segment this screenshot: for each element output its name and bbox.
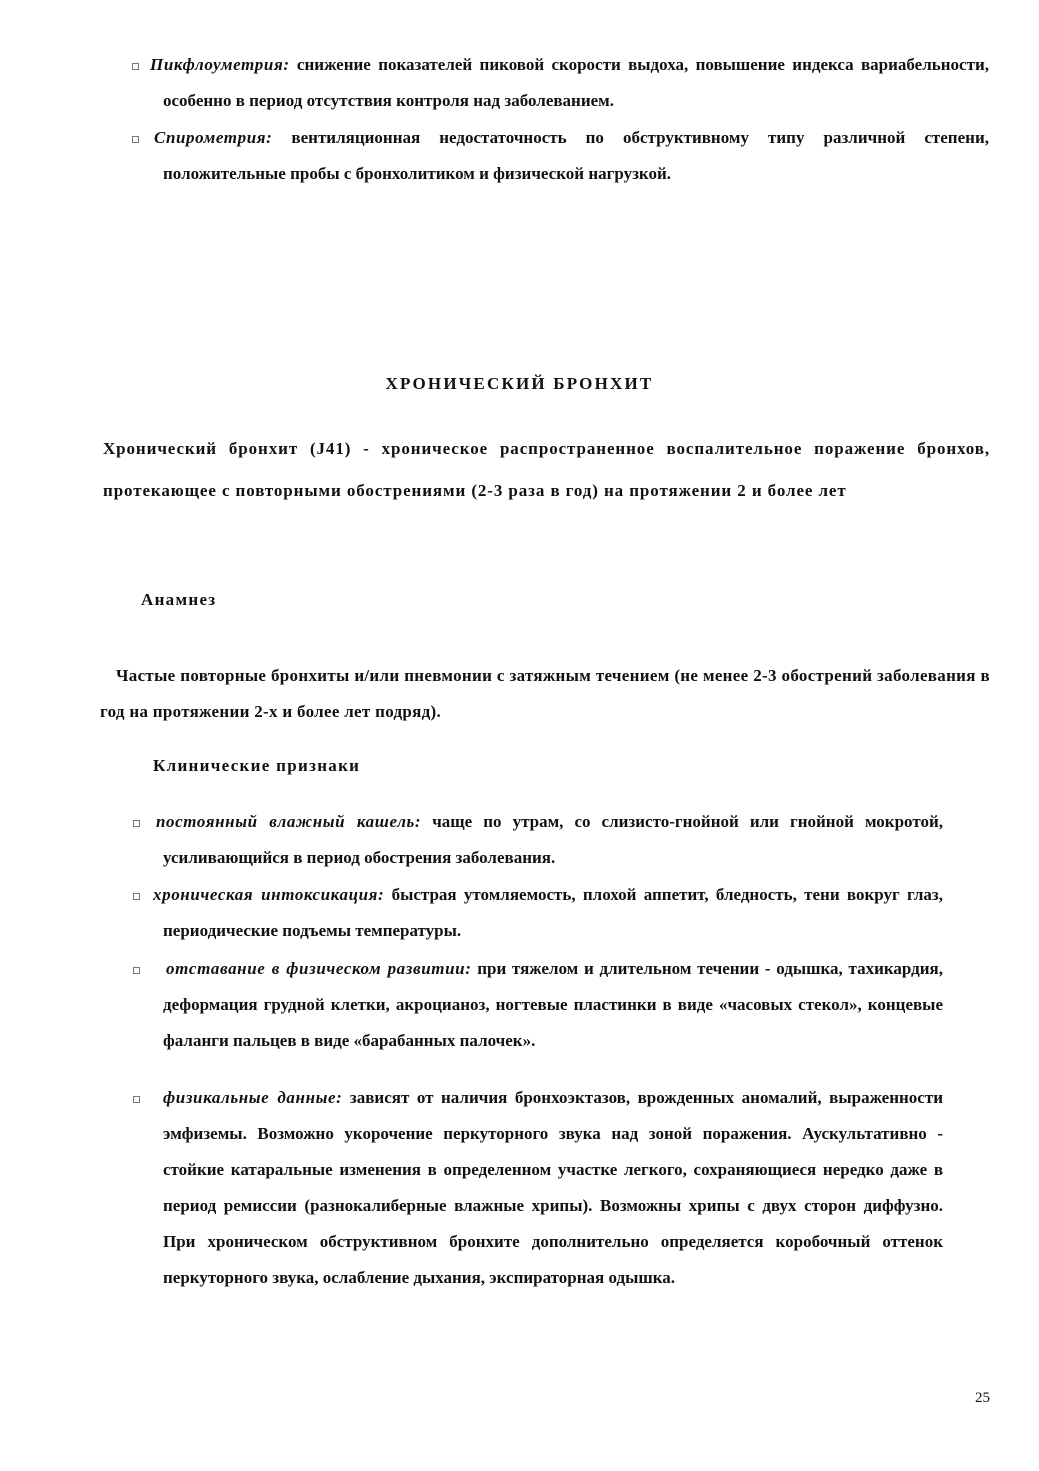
bullet-term: постоянный влажный кашель: [156,812,422,831]
bullet-text: быстрая утомляемость, плохой аппетит, бледность, тени вокруг глаз, периодические подъемы температуры. [163,885,944,940]
bullet-text: при тяжелом и длительном течении - одышка, тахикардия, деформация грудной клетки, акроцианоз, ногтевые пластинки в виде «часовых стекол», концевые фаланги пальцев в виде «барабанных палочек». [163,959,944,1050]
bullet-square-icon [132,136,139,143]
bullet-square-icon [133,1096,140,1103]
bullet-term: отставание в физическом развитии: [166,959,472,978]
page-number: 25 [975,1390,990,1406]
bullet-term: физикальные данные: [163,1088,343,1107]
bullet-square-icon [133,893,140,900]
bullet-item-spirometry [154,120,989,192]
bullet-text: зависят от наличия бронхоэктазов, врожденных аномалий, выраженности эмфиземы. Возможно укорочение перкуторного звука над зоной поражения. Аускультативно - стойкие катаральные изменения в определенном участке легкого, сохраняющиеся нередко даже в период ремиссии (разнокалиберные влажные хрипы). Возможны хрипы с двух сторон диффузно. При хроническом обструктивном бронхите дополнительно определяется коробочный оттенок перкуторного звука, ослабление дыхания, экспираторная одышка. [163,1088,943,1287]
bullet-term: хроническая интоксикация: [153,885,385,904]
bullet-square-icon [133,967,140,974]
bullet-square-icon [132,63,139,70]
clinical-signs-heading: Клинические признаки [153,756,361,775]
bullet-text: чаще по утрам, со слизисто-гнойной или гнойной мокротой, усиливающийся в период обострения заболевания. [163,812,943,867]
clinical-sign-physical [163,1080,943,1296]
section-title: ХРОНИЧЕСКИЙ БРОНХИТ [385,374,654,393]
clinical-sign-intoxication [153,877,944,949]
bullet-square-icon [133,820,140,827]
anamnesis-paragraph: Частые повторные бронхиты и/или пневмонии с затяжным течением (не менее 2-3 обострений заболевания в год на протяжении 2-х и более лет подряд). [100,666,990,721]
bullet-text: вентиляционная недостаточность по обструктивному типу различной степени, положительные пробы с бронхолитиком и физической нагрузкой. [163,128,989,183]
definition-paragraph: Хронический бронхит (J41) - хроническое распространенное воспалительное поражение бронхов, протекающее с повторными обострениями (2-3 раза в год) на протяжении 2 и более лет [103,439,990,500]
anamnesis-heading: Анамнез [141,590,217,609]
bullet-term: Спирометрия: [154,128,273,147]
clinical-sign-development [163,951,943,1059]
bullet-item-peak-flow [150,47,989,119]
bullet-text: снижение показателей пиковой скорости выдоха, повышение индекса вариабельности, особенно в период отсутствия контроля над заболеванием. [163,55,989,110]
bullet-term: Пикфлоуметрия: [150,55,290,74]
clinical-sign-cough [156,804,943,876]
